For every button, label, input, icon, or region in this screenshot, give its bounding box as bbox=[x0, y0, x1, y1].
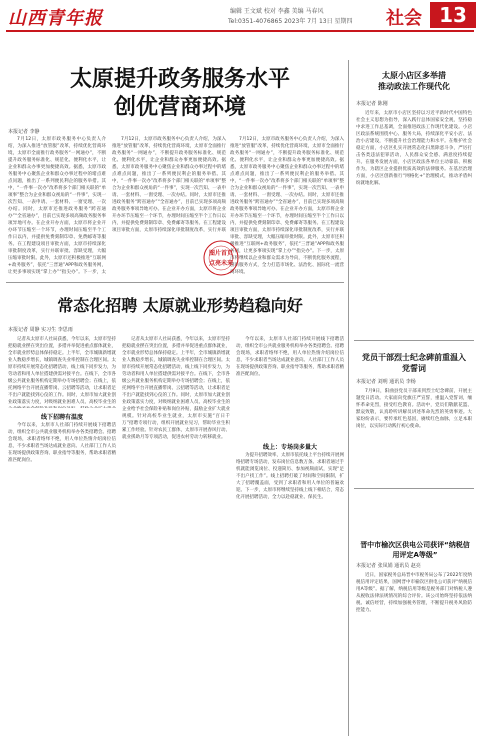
article4-body bbox=[356, 572, 472, 736]
article-text: 今年以来，太原市人社部门持续开展线下招聘活动，组织全市公共就业服务机构举办各类招聘会。招聘会现场，求职者络绎不绝，用人单位热情介绍岗位信息，不少求职者当场达成就业意向。人社部门工作人员在现场提供政策咨询、职业指导等服务，帮助求职者精准匹配岗位。 bbox=[8, 423, 116, 463]
newspaper-logo: 山西青年报 bbox=[8, 8, 103, 29]
article1-body-col1 bbox=[8, 136, 106, 276]
editor-info: 编辑 王文斌 校对 李鑫 美编 马春风 bbox=[230, 8, 324, 15]
article1-byline: 本报记者 李静 bbox=[8, 129, 40, 135]
column-divider bbox=[348, 60, 349, 736]
article-text: 7月12日，太原市政务服务中心负责人介绍，为深入推进“放管服”改革，持续优化营商环境，太原市全面推行政务服务“一网通办”，不断提升政务服务标准化、规范化、便利化水平，让企业和群众办事更加便捷高效。据悉，太原市政务服务中心聚焦企业和群众办事过程中的堵点难点问题，推出了一系列便民利企的服务举措。其中，“一件事一次办”改革将多个部门相关联的“单项事”整合为企业和群众视角的“一件事”，实现一次告知、一表申请、一套材料、一窗受理、一次办结。同时，太原市还推进政务服务“跨省通办”“全省通办”，目前已实现多项高频政务服务事项异地可办。在企业开办方面，太原市将企业开办环节压缩至一个环节，办理时间压缩至半个工作日以内，并提供免费刻制印章、免费邮寄等服务。在工程建设项目审批方面，太原市持续深化审批制度改革，实行并联审批、容缺受理，大幅压缩审批时限。此外，太原市还积极推进“互联网+政务服务”，依托“三晋通”APP和政务服务网，让更多事项实现“掌上办”“指尖办”。下一步，太 bbox=[8, 137, 106, 275]
article-text: 为提升招聘效率，太原市依托线上平台持续开展网络招聘专场活动，发布岗位信息数万条。求职者通过手机就能浏览岗位、投递简历、参加视频面试，实现“足不出户找工作”。线上招聘打破了时间和空间限制，扩大了招聘覆盖面，受到了求职者和用人单位的普遍欢迎。下一步，太原市将继续坚持线上线下相结合，常态化开展招聘活动，全力以赴稳就业、保民生。 bbox=[236, 453, 344, 500]
headline-line: 推动政法工作现代化 bbox=[378, 82, 450, 91]
article5-headline: 常态化招聘 太原就业形势趋稳向好 bbox=[57, 296, 303, 315]
article5-body-col1b bbox=[8, 422, 116, 736]
promo-stamp bbox=[198, 238, 244, 278]
date-info: Tel:0351-4076865 2023年 7月 13日 星期四 bbox=[228, 18, 353, 25]
article5-body-col3b bbox=[236, 452, 344, 736]
stamp-text: 图片首页 bbox=[208, 250, 233, 257]
article5-body-col2 bbox=[122, 336, 230, 736]
article5-body-col3 bbox=[236, 336, 344, 436]
article1-headline bbox=[20, 66, 340, 122]
headline-line: 太原提升政务服务水平 bbox=[69, 67, 290, 92]
article-text: 7月9日，阳曲县党员干部来到烈士纪念碑前，开展主题党日活动。大家面向党旗庄严宣誓，重温入党誓词，缅怀革命先烈，接受红色教育。活动中，党员们敬献花篮、默哀致敬，认真聆听讲解员讲述革命先烈的英勇事迹。大家纷纷表示，要传承红色基因，赓续红色血脉，立足本职岗位，以实际行动践行初心使命。 bbox=[356, 389, 472, 429]
article1-body-col3 bbox=[230, 136, 344, 276]
article5-subhead: 线下招聘有温度 bbox=[40, 414, 83, 421]
headline-line: 创优营商环境 bbox=[113, 95, 246, 120]
header-divider bbox=[6, 30, 474, 32]
article-text: 近日，国家税务总局晋中市税务局公布了2022年度纳税信用评定结果，国网晋中市榆次区供电公司获评“纳税信用A等级”。据了解，纳税信用等级是税务部门对纳税人遵从税收法律法规情况的综合评价。该公司始终坚持依法纳税、诚信经营，持续加强税务管理，不断提升税务风险防控能力。 bbox=[356, 573, 472, 613]
article-text: 记者从太原市人社局获悉，今年以来，太原市坚持把稳就业摆在突出位置，多措并举促进重点群体就业，全市就业形势总体保持稳定。上半年，全市城镇新增就业人数稳步增长，城镇调查失业率控制在合理区间。太原市持续开展常态化招聘活动，线上线下同步发力，为劳动者和用人单位搭建供需对接平台。在线下，全市各级公共就业服务机构定期举办专场招聘会；在线上，依托网络平台开展直播带岗、云招聘等活动，让求职者足不出户就能找到心仪的工作。同时，太原市加大就业创业政策落实力度，对吸纳就业困难人员、高校毕业生的企业给予社会保险补贴和岗位补贴，鼓励企业扩大就业规模。针对高校毕业生就业，太原市实施“百日千万”招聘专项行动，组织开展就业见习，帮助毕业生积累工作经验。针对农民工群体，太原市开展春风行动、就业援助月等专项活动，促进农村劳动力转移就业。 bbox=[122, 337, 230, 440]
article2-body bbox=[356, 110, 472, 332]
article5-subhead: 线上：专场岗多量大 bbox=[262, 444, 317, 451]
article-text: 7月12日，太原市政务服务中心负责人介绍，为深入推进“放管服”改革，持续优化营商环境，太原市全面推行政务服务“一网通办”，不断提升政务服务标准化、规范化、便利化水平，让企业和群众办事更加便捷高效。据悉，太原市政务服务中心聚焦企业和群众办事过程中的堵点难点问题，推出了一系列便民利企的服务举措。其中，“一件事一次办”改革将多个部门相关联的“单项事”整合为企业和群众视角的“一件事”，实现一次告知、一表申请、一套材料、一窗受理、一次办结。同时，太原市还推进政务服务“跨省通办”“全省通办”，目前已实现多项高频政务服务事项异地可办。在企业开办方面，太原市将企业开办环节压缩至一个环节，办理时间压缩至半个工作日以内，并提供免费刻制印章、免费邮寄等服务。在工程建设项目审批方面，太原市持续深化审批制度改革，实行并联 bbox=[112, 137, 226, 232]
masthead bbox=[0, 0, 480, 44]
article3-byline: 本报记者 刘明 通讯员 李杨 bbox=[356, 379, 416, 385]
article-text: 近年来，太原市小店区坚持以习近平新时代中国特色社会主义思想为指导，深入践行总体国家安全观，坚持稳中求进工作总基调，全面推进政法工作现代化建设。小店区政法系统围绕中心、服务大局，持续深化平安小店、法治小店建设，不断提升社会治理能力和水平。在维护社会稳定方面，小店区扎实开展常态化扫黑除恶斗争，严厉打击各类违法犯罪活动，人民群众安全感、满意度持续提升。在服务发展方面，小店区政法各单位主动靠前、积极作为，为辖区企业提供优质高效的法律服务。在基层治理方面，小店区创新推行“网格化+”治理模式，推动矛盾纠纷就地化解。 bbox=[356, 111, 472, 186]
section-divider bbox=[354, 340, 474, 341]
article-text: 记者从太原市人社局获悉，今年以来，太原市坚持把稳就业摆在突出位置，多措并举促进重点群体就业，全市就业形势总体保持稳定。上半年，全市城镇新增就业人数稳步增长，城镇调查失业率控制在合理区间。太原市持续开展常态化招聘活动，线上线下同步发力，为劳动者和用人单位搭建供需对接平台。在线下，全市各级公共就业服务机构定期举办专场招聘会；在线上，依托网络平台开展直播带岗、云招聘等活动，让求职者足不出户就能找到心仪的工作。同时，太原市加大就业创业政策落实力度，对吸纳就业困难人员、高校毕业生的 bbox=[8, 337, 116, 405]
page-number: 13 bbox=[430, 2, 476, 28]
article3-body bbox=[356, 388, 472, 482]
article3-headline: 党员干部烈士纪念碑前重温入党誓词 bbox=[362, 353, 466, 373]
section-divider bbox=[354, 488, 474, 489]
headline-line: 太原小店区多举措 bbox=[382, 71, 446, 80]
article4-headline: 晋中市榆次区供电公司获评“纳税信用评定A等级” bbox=[360, 541, 470, 559]
article2-byline: 本报记者 陈刚 bbox=[356, 101, 388, 107]
section-title: 社会 bbox=[386, 8, 422, 29]
stamp-text: 点亮未来 bbox=[208, 260, 233, 267]
article5-byline: 本报记者 周静 实习生 李思雨 bbox=[8, 327, 73, 333]
article-text: 7月12日，太原市政务服务中心负责人介绍，为深入推进“放管服”改革，持续优化营商环境，太原市全面推行政务服务“一网通办”，不断提升政务服务标准化、规范化、便利化水平，让企业和群众办事更加便捷高效。据悉，太原市政务服务中心聚焦企业和群众办事过程中的堵点难点问题，推出了一系列便民利企的服务举措。其中，“一件事一次办”改革将多个部门相关联的“单项事”整合为企业和群众视角的“一件事”，实现一次告知、一表申请、一套材料、一窗受理、一次办结。同时，太原市还推进政务服务“跨省通办”“全省通办”，目前已实现多项高频政务服务事项异地可办。在企业开办方面，太原市将企业开办环节压缩至一个环节，办理时间压缩至半个工作日以内，并提供免费刻制印章、免费邮寄等服务。在工程建设项目审批方面，太原市持续深化审批制度改革，实行并联审批、容缺受理，大幅压缩审批时限。此外，太原市还积极推进“互联网+政务服务”，依托“三晋通”APP和政务服务网，让更多事项实现“掌上办”“指尖办”。下一步，太原市将继续以企业和群众需求为导向，不断优化服务流程，创新服务方式，全力打造市场化、法治化、国际化一流营商环境。 bbox=[230, 137, 344, 275]
section-divider bbox=[6, 282, 344, 283]
article1-body-col2 bbox=[112, 136, 226, 232]
article4-byline: 本报记者 张凤娟 通讯员 赵亮 bbox=[356, 563, 421, 569]
article-text: 今年以来，太原市人社部门持续开展线下招聘活动，组织全市公共就业服务机构举办各类招聘会。招聘会现场，求职者络绎不绝，用人单位热情介绍岗位信息，不少求职者当场达成就业意向。人社部门工作人员在现场提供政策咨询、职业指导等服务，帮助求职者精准匹配岗位。 bbox=[236, 337, 344, 377]
article5-body-col1 bbox=[8, 336, 116, 408]
article2-headline bbox=[354, 70, 474, 92]
